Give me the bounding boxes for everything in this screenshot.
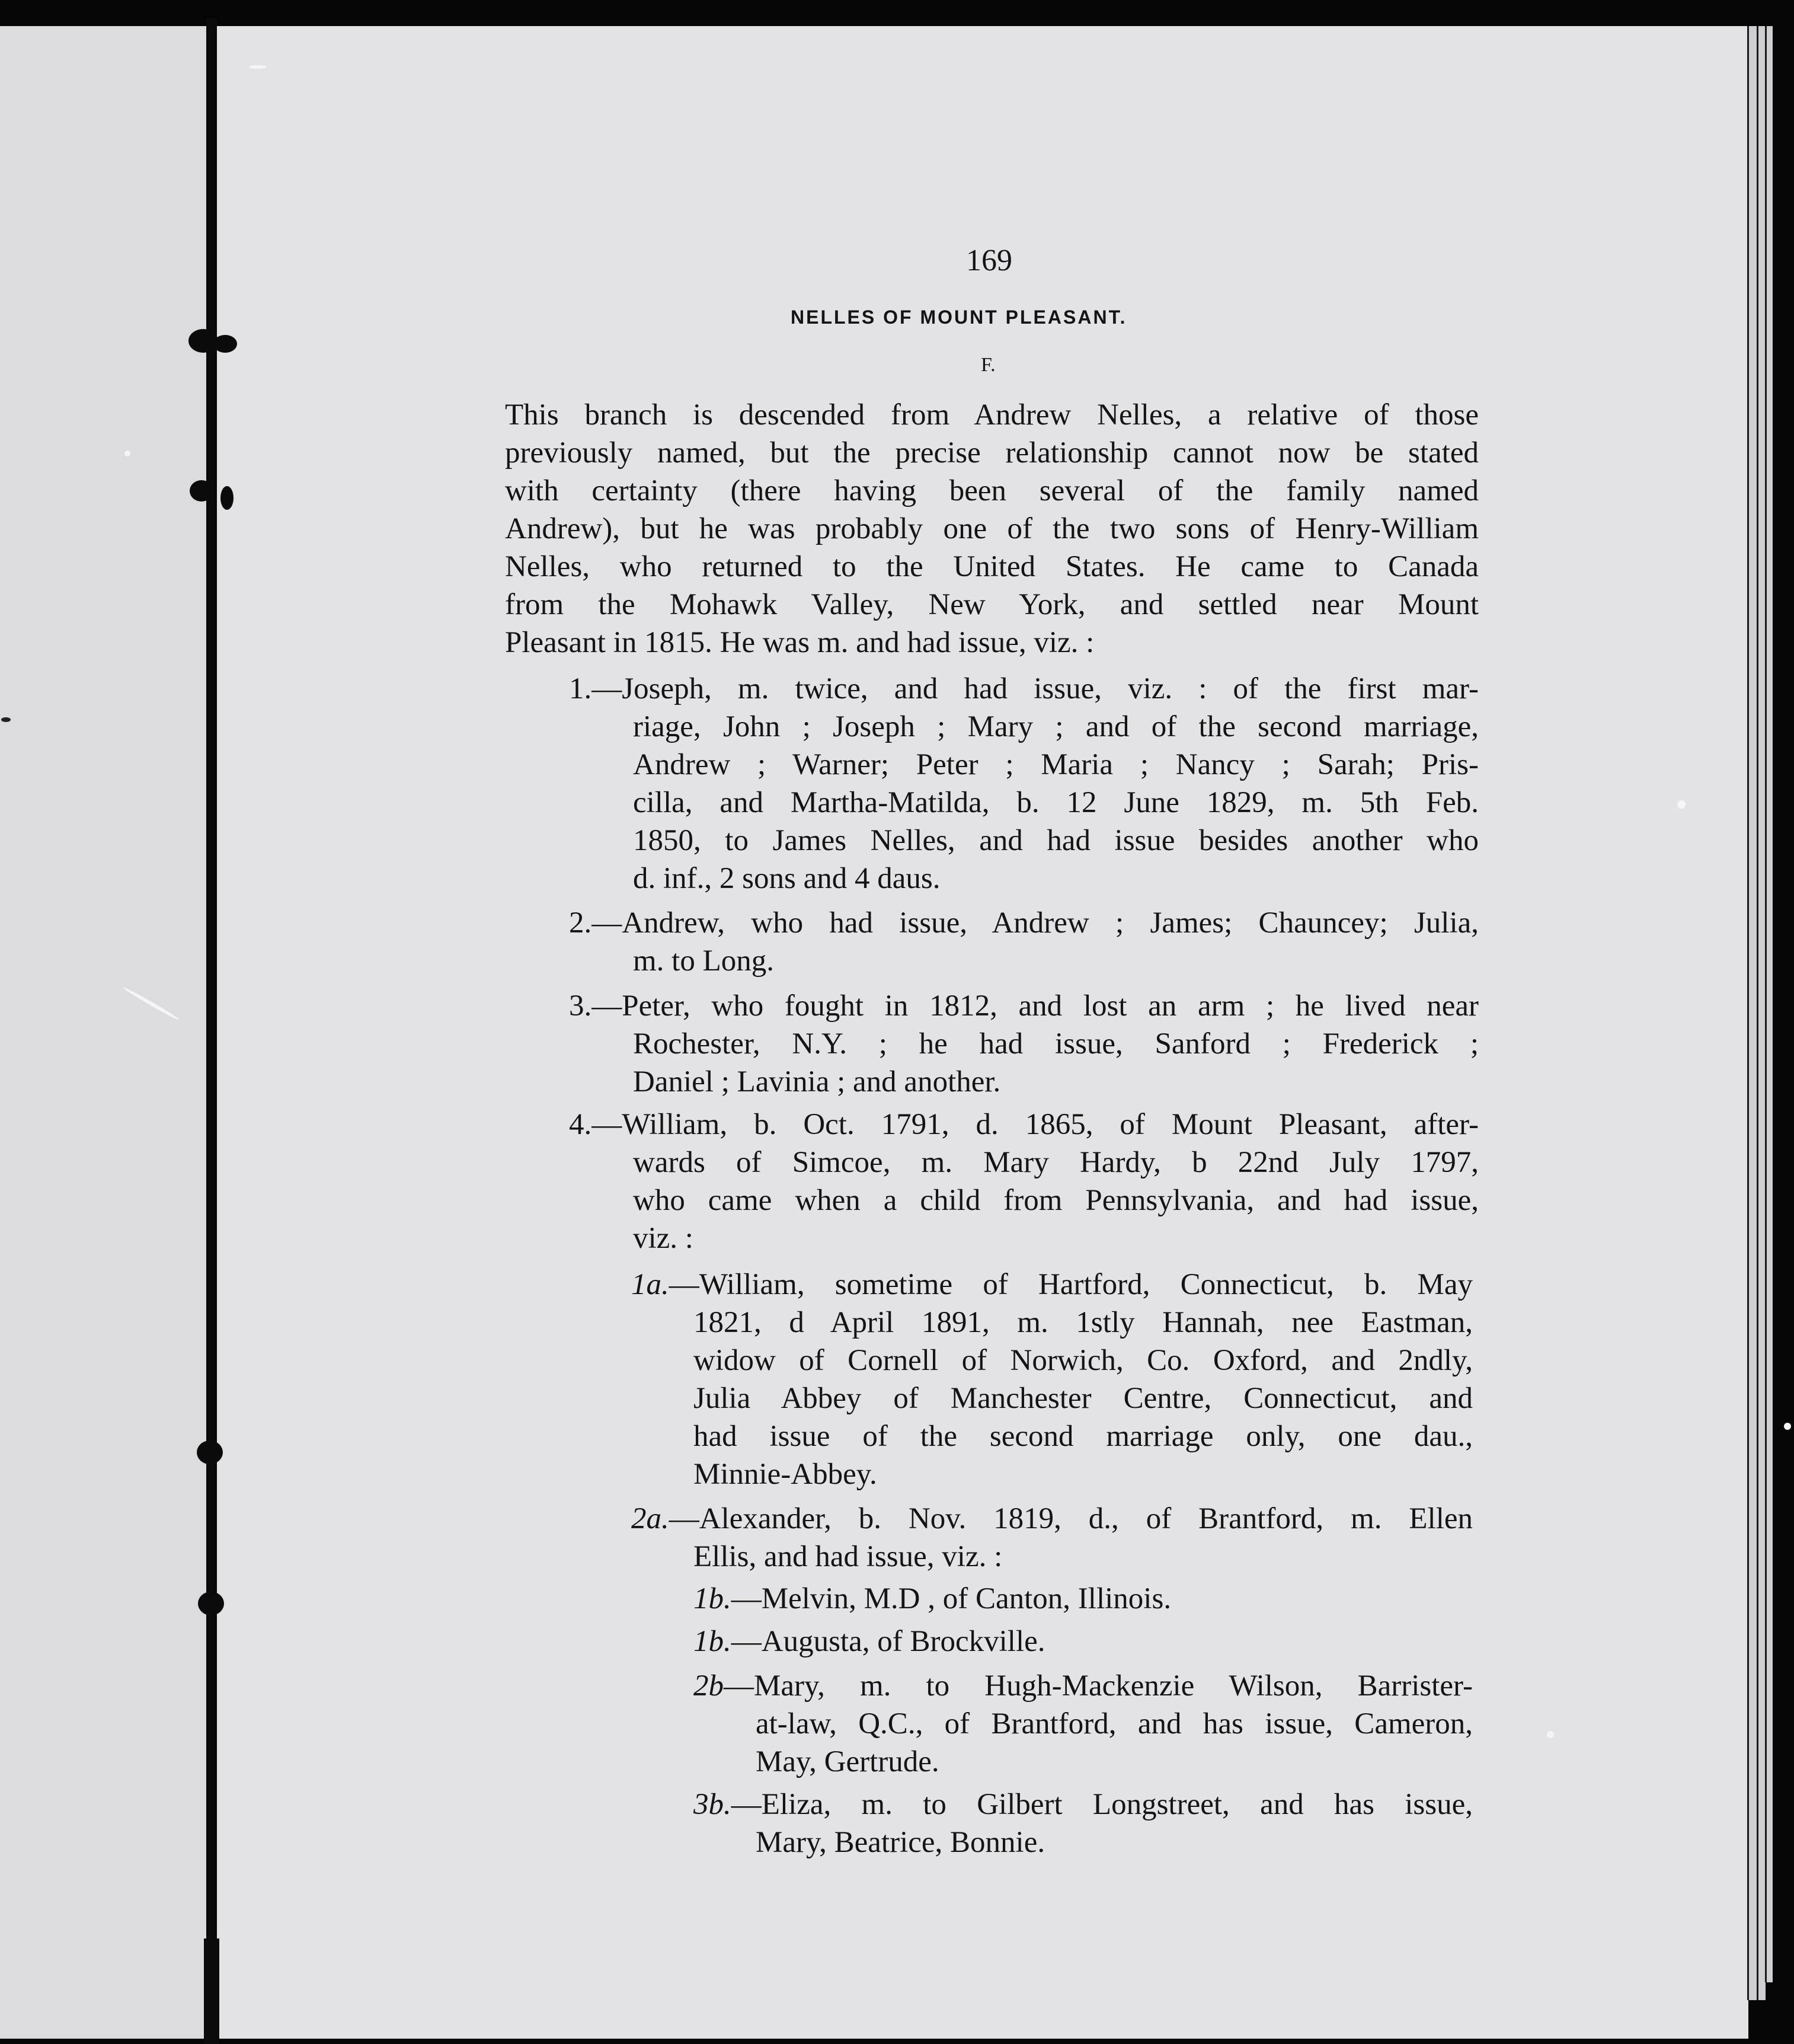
text-line: This branch is descended from Andrew Nelles, a relative of those — [505, 398, 1479, 432]
text-line: cilla, and Martha-Matilda, b. 12 June 1829, m. 5th Feb. — [633, 786, 1479, 819]
text-line: Andrew), but he was probably one of the two sons of Henry-William — [505, 512, 1479, 545]
entry-mary — [693, 1667, 1473, 1781]
page-edge — [1747, 26, 1757, 2000]
binding-gutter — [206, 18, 217, 1944]
entry-label: 1a. — [631, 1268, 669, 1301]
text-line: 4.—William, b. Oct. 1791, d. 1865, of Mount Pleasant, after- — [569, 1108, 1479, 1141]
text-line: Minnie-Abbey. — [693, 1458, 877, 1491]
text-line — [631, 1266, 1473, 1304]
text-line: Mary, Beatrice, Bonnie. — [756, 1826, 1045, 1859]
entry-melvin — [693, 1580, 1473, 1618]
binding-stitch-mark — [220, 486, 234, 510]
text-line-content: —Augusta, of Brockville. — [731, 1625, 1045, 1658]
text-line: 1850, to James Nelles, and had issue besides another who — [633, 824, 1479, 857]
text-line-content: —William, sometime of Hartford, Connecticut, b. May — [669, 1268, 1473, 1301]
binding-stitch-mark — [197, 1441, 223, 1464]
page-edge — [1757, 26, 1766, 2000]
text-line: at-law, Q.C., of Brantford, and has issue, Cameron, — [756, 1707, 1473, 1740]
text-line: 1.—Joseph, m. twice, and had issue, viz. : of the first mar- — [569, 672, 1479, 705]
scan-speck — [249, 65, 267, 69]
text-line-content: —Alexander, b. Nov. 1819, d., of Brantford, m. Ellen — [669, 1502, 1473, 1535]
scan-speck — [1677, 800, 1686, 809]
text-line: 2.—Andrew, who had issue, Andrew ; James; Chauncey; Julia, — [569, 906, 1479, 940]
entry-eliza — [693, 1786, 1473, 1861]
text-line: widow of Cornell of Norwich, Co. Oxford, and 2ndly, — [693, 1344, 1473, 1377]
text-line: had issue of the second marriage only, one dau., — [693, 1420, 1473, 1453]
facing-page-edge — [0, 26, 209, 2039]
text-line: wards of Simcoe, m. Mary Hardy, b 22nd July 1797, — [633, 1146, 1479, 1179]
text-line: previously named, but the precise relationship cannot now be stated — [505, 436, 1479, 470]
text-line — [693, 1580, 1473, 1618]
page-title: NELLES OF MOUNT PLEASANT. — [791, 306, 1127, 328]
page-edge — [1765, 26, 1773, 1982]
text-line: Andrew ; Warner; Peter ; Maria ; Nancy ; Sarah; Pris- — [633, 748, 1479, 781]
entry-william — [569, 1106, 1479, 1257]
scan-speck — [124, 451, 130, 456]
text-line: 3.—Peter, who fought in 1812, and lost an arm ; he lived near — [569, 989, 1479, 1023]
entry-label: 1b. — [693, 1582, 731, 1615]
binding-stitch-mark — [190, 480, 213, 502]
binding-stitch-mark — [213, 335, 237, 353]
binding-stitch-mark — [198, 1592, 224, 1615]
text-line: 1821, d April 1891, m. 1stly Hannah, nee Eastman, — [693, 1306, 1473, 1339]
text-line-content: —Eliza, m. to Gilbert Longstreet, and has issue, — [731, 1788, 1473, 1821]
text-line: m. to Long. — [633, 944, 774, 978]
entry-alexander — [631, 1500, 1473, 1576]
entry-label: 3b. — [693, 1788, 731, 1821]
text-line — [631, 1500, 1473, 1538]
entry-william-junior — [631, 1266, 1473, 1493]
binding-gutter-bottom — [204, 1938, 219, 2044]
entry-peter — [569, 987, 1479, 1101]
entry-augusta — [693, 1623, 1473, 1660]
text-line: Julia Abbey of Manchester Centre, Connecticut, and — [693, 1382, 1473, 1415]
text-line-content: —Mary, m. to Hugh-Mackenzie Wilson, Barrister- — [724, 1669, 1473, 1703]
text-line: Ellis, and had issue, viz. : — [693, 1540, 1003, 1573]
entry-label: 1b. — [693, 1625, 731, 1658]
text-line: from the Mohawk Valley, New York, and settled near Mount — [505, 588, 1479, 621]
text-line: with certainty (there having been several of the family named — [505, 474, 1479, 507]
text-line: who came when a child from Pennsylvania, and had issue, — [633, 1184, 1479, 1217]
text-line: viz. : — [633, 1222, 693, 1255]
entry-label: 2b — [693, 1669, 724, 1703]
text-line: Nelles, who returned to the United States. He came to Canada — [505, 550, 1479, 583]
entry-joseph — [569, 670, 1479, 898]
entry-andrew — [569, 904, 1479, 980]
text-line: May, Gertrude. — [756, 1745, 939, 1778]
text-line — [693, 1786, 1473, 1823]
text-line-content: —Melvin, M.D , of Canton, Illinois. — [731, 1582, 1172, 1615]
section-letter: F. — [981, 354, 996, 376]
text-line: Rochester, N.Y. ; he had issue, Sanford ; Frederick ; — [633, 1027, 1479, 1061]
entry-label: 2a. — [631, 1502, 669, 1535]
text-line: d. inf., 2 sons and 4 daus. — [633, 862, 941, 895]
intro-paragraph — [505, 396, 1479, 662]
text-line — [693, 1667, 1473, 1705]
text-line: Pleasant in 1815. He was m. and had issue, viz. : — [505, 626, 1095, 659]
page-number: 169 — [966, 244, 1012, 277]
text-line: riage, John ; Joseph ; Mary ; and of the second marriage, — [633, 710, 1479, 743]
text-line: Daniel ; Lavinia ; and another. — [633, 1065, 1001, 1098]
scan-speck — [1784, 1423, 1791, 1430]
text-line — [693, 1623, 1473, 1660]
scan-speck — [1, 717, 11, 722]
scan-speck — [1547, 1731, 1554, 1738]
